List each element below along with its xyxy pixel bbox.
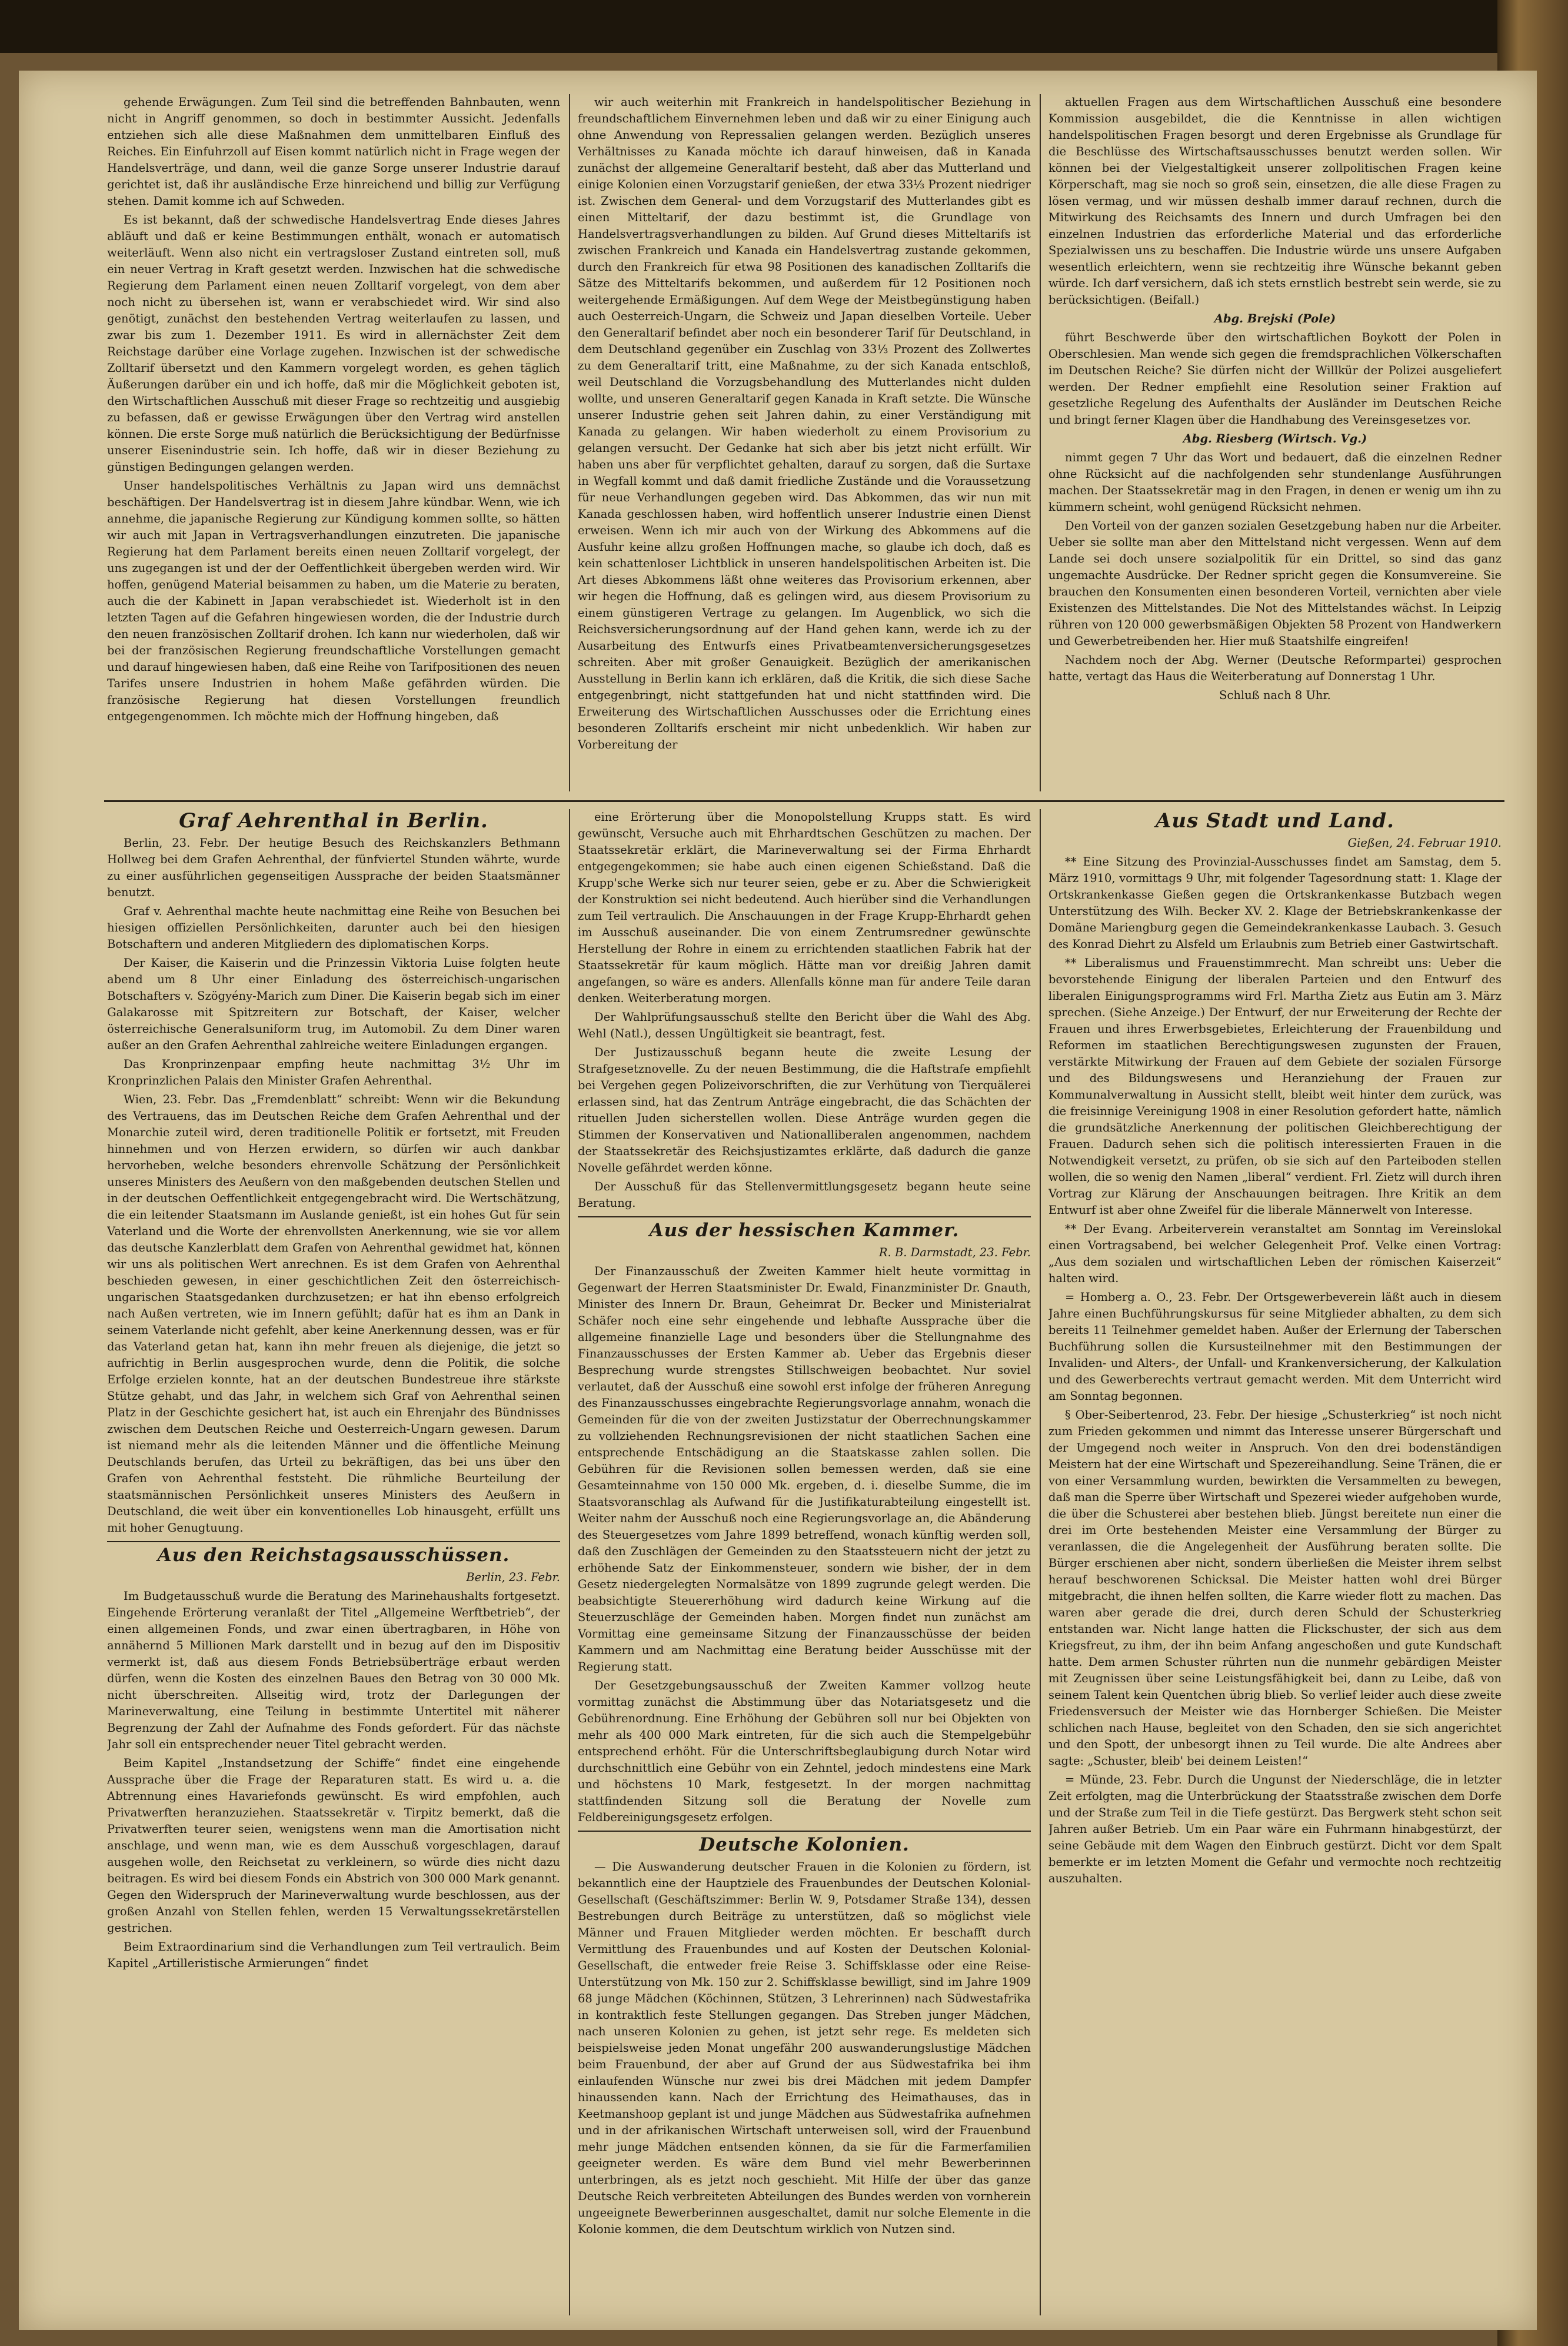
bottom-divider-1: [569, 809, 570, 2315]
bottom-column-2: [578, 809, 1031, 2315]
bottom-divider-2: [1040, 809, 1041, 2315]
top-divider-2: [1040, 94, 1041, 791]
session-end-note: Schluß nach 8 Uhr.: [1219, 688, 1331, 702]
ausschuesse-cont-paragraph: eine Erörterung über die Monopolstellung Krupps statt. Es wird gewünscht, Versuche auch mit Ehrhardtschen Geschützen zu machen. Der Staatssekretär erklärt, die Marineverwaltung sei der Firma Ehrhardt entgegengekommen; sie habe auch einen eigenen Schießstand. Daß die Krupp'sche Werke sich nur teurer seien, gebe er zu. Aber die Schwierigkeit der Konstruktion sei nicht bedeutend. Auch hierüber sind die Verhandlungen zum Teil vertraulich. Die Anschauungen in der Frage Krupp-Ehrhardt gehen im Ausschuß auseinander. Die von einem Zentrumsredner gewünschte Herstellung der Rohre in einem zu errichtenden staatlichen Fabrik hat der Staatssekretär für kaum möglich. Hätte man vor dreißig Jahren damit angefangen, so wäre es anders. Allenfalls könne man für andere Teile daran denken. Weiterberatung morgen.: [578, 810, 1031, 1005]
top-column-3: [1048, 94, 1502, 791]
section-separator: [104, 800, 1504, 802]
stadt-land-paragraph: ** Liberalismus und Frauenstimmrecht. Man schreibt uns: Ueber die bevorstehende Einigung der liberalen Parteien und den Entwurf des liberalen Einigungsprogramms wird Frl. Martha Zietz aus Eutin am 3. März sprechen. (Siehe Anzeige.) Der Entwurf, der nur Erweiterung der Rechte der Frauen und ihres Erwerbsgebietes, Erleichterung der Frauenbildung und Reformen im staatlichen Berechtigungswesen zugunsten der Frauen, verstärkte Mitwirkung der Frauen auf dem Gebiete der sozialen Fürsorge und des Bildungswesens und Heranziehung der Frauen zur Kommunalverwaltung in Aussicht stellt, bleibt weit hinter dem zurück, was die freisinnige Vereinigung 1908 in einer Resolution gefordert hatte, nämlich die grundsätzliche Anerkennung der politischen Gleichberechtigung der Frauen. Dadurch sehen sich die politisch interessierten Frauen in die Notwendigkeit versetzt, zu prüfen, ob sie sich auf den Parteiboden stellen wollen, die so wenig den Namen „liberal“ verdient. Frl. Zietz will durch ihren Vortrag zur Klärung der Anschauungen beitragen. Ihre Kritik an dem Entwurf ist aber ohne Zweifel für die liberale Männerwelt von Interesse.: [1048, 956, 1502, 1217]
ausschuesse-cont-paragraph: Der Wahlprüfungsausschuß stellte den Bericht über die Wahl des Abg. Wehl (Natl.), dessen Ungültigkeit sie beantragt, fest.: [578, 1010, 1031, 1040]
ausschuesse-cont-paragraph: Der Justizausschuß begann heute die zweite Lesung der Strafgesetznovelle. Zu der neuen Bestimmung, die die Haftstrafe empfiehlt bei Vergehen gegen Polizeivorschriften, die zur Verhütung von Tierquälerei erlassen sind, hat das Zentrum Anträge eingebracht, die das Schächten der rituellen Juden sicherstellen wollen. Diese Anträge wurden gegen die Stimmen der Konservativen und Nationalliberalen angenommen, nachdem der Staatssekretär des Reichsjustizamtes erklärte, daß dadurch die ganze Novelle gefährdet werden könne.: [578, 1046, 1031, 1174]
top-col1-paragraph: Unser handelspolitisches Verhältnis zu Japan wird uns demnächst beschäftigen. Der Handelsvertrag ist in diesem Jahre kündbar. Wenn, wie ich annehme, die japanische Regierung zur Kündigung kommen sollte, so hätten wir auch mit Japan in Vertragsverhandlungen einzutreten. Die japanische Regierung hat dem Parlament bereits einen neuen Zolltarif vorgelegt, der uns zugegangen ist und der der Oeffentlichkeit übergeben werden wird. Wir hoffen, genügend Material beisammen zu haben, um die Materie zu beraten, auch die der Kabinett in Japan verabschiedet ist. Wiederholt ist in den letzten Tagen auf die Gefahren hingewiesen worden, die der Industrie durch den neuen französischen Zolltarif drohen. Ich kann nur wiederholen, daß wir bei der französischen Regierung freundschaftliche Vorstellungen gemacht und darauf hingewiesen haben, daß eine Reihe von Tarifpositionen des neuen Tarifes unsere Industrien in hohem Maße gefährden würden. Die französische Regierung hat diesen Vorstellungen freundlich entgegengenommen. Ich möchte mich der Hoffnung hingeben, daß: [107, 479, 560, 723]
speaker-heading: Abg. Riesberg (Wirtsch. Vg.): [1183, 432, 1367, 445]
headline-deutsche-kolonien: Deutsche Kolonien.: [699, 1834, 910, 1855]
column-2-rule-a: [578, 1216, 1031, 1217]
aehrenthal-paragraph: Das Kronprinzenpaar empfing heute nachmittag 3½ Uhr im Kronprinzlichen Palais den Minister Grafen Aehrenthal.: [107, 1057, 560, 1087]
top-col1-paragraph: Es ist bekannt, daß der schwedische Handelsvertrag Ende dieses Jahres abläuft und daß er keine Bestimmungen enthält, wonach er automatisch weiterläuft. Wenn also nicht ein vertragsloser Zustand eintreten soll, muß ein neuer Vertrag in Kraft gesetzt werden. Inzwischen hat die schwedische Regierung dem Parlament einen neuen Zolltarif vorgelegt, von dem aber noch nicht zu übersehen ist, wann er verabschiedet wird. Wir sind also genötigt, zunächst den bestehenden Vertrag weiterlaufen zu lassen, und zwar bis zum 1. Dezember 1911. Es wird in allernächster Zeit dem Reichstage darüber eine Vorlage zugehen. Inzwischen ist der schwedische Zolltarif übersetzt und den Kammern vorgelegt worden, es gehen täglich Äußerungen darüber ein und ich hoffe, daß mir die Möglichkeit geboten ist, den Wirtschaftlichen Ausschuß mit dieser Frage so rechtzeitig und ausgiebig zu befassen, daß er gewisse Erwägungen über den Vertrag wird anstellen können. Die erste Sorge muß natürlich die Berücksichtigung der Bedürfnisse unserer Eisenindustrie sein. Ich hoffe, daß wir in dieser Beziehung zu günstigen Bedingungen gelangen werden.: [107, 213, 560, 474]
speaker-heading: Abg. Brejski (Pole): [1214, 312, 1336, 325]
top-col3-paragraph: Den Vorteil von der ganzen sozialen Gesetzgebung haben nur die Arbeiter. Ueber sie sollte man aber den Mittelstand nicht vergessen. Wenn auf dem Lande sei doch unsere sozialpolitik für ein Drittel, so sind das ganz ungemachte Ausdrücke. Der Redner spricht gegen die Konsumvereine. Sie brauchen den Konsumenten einen besonderen Vorteil, vernichten aber viele Existenzen des Mittelstandes. Die Not des Mittelstandes wächst. In Leipzig rühren von 120 000 gewerbsmäßigen Objekten 58 Prozent von Handwerkern und Gewerbetreibenden her. Hier muß Staatshilfe eingreifen!: [1048, 519, 1502, 648]
stadt-land-paragraph: ** Der Evang. Arbeiterverein veranstaltet am Sonntag im Vereinslokal einen Vortragsabend, bei welcher Gelegenheit Prof. Velke einen Vortrag: „Aus dem sozialen und wirtschaftlichen Leben der römischen Kaiserzeit“ halten wird.: [1048, 1222, 1502, 1285]
top-column-2: [578, 94, 1031, 791]
bottom-column-3: [1048, 809, 1502, 2315]
ausschuesse-paragraph: Beim Extraordinarium sind die Verhandlungen zum Teil vertraulich. Beim Kapitel „Artilleristische Armierungen“ findet: [107, 1940, 560, 1970]
stadt-land-paragraph: = Homberg a. O., 23. Febr. Der Ortsgewerbeverein läßt auch in diesem Jahre einen Buchführungskursus für seine Mitglieder abhalten, zu dem sich bereits 11 Teilnehmer gemeldet haben. Außer der Erlernung der Taberschen Buchführung sollen die Kursusteilnehmer mit den Bestimmungen der Invaliden- und Alters-, der Unfall- und Krankenversicherung, der Kalkulation und des Gewerberechts vertraut gemacht werden. Mit dem Unterricht wird am Sonntag begonnen.: [1048, 1290, 1502, 1403]
kolonien-paragraph: — Die Auswanderung deutscher Frauen in die Kolonien zu fördern, ist bekanntlich eine der Hauptziele des Frauenbundes der Deutschen Kolonial-Gesellschaft (Geschäftszimmer: Berlin W. 9, Potsdamer Straße 134), dessen Bestrebungen durch Beiträge zu unterstützen, daß so möglichst viele Männer und Frauen Mitglieder werden möchten. Er beschafft durch Vermittlung des Frauenbundes und auf Kosten der Deutschen Kolonial-Gesellschaft, die entweder freie Reise 3. Schiffsklasse oder eine Reise-Unterstützung von Mk. 150 zur 2. Schiffsklasse bewilligt, sind im Jahre 1909 68 junge Mädchen (Köchinnen, Stützen, 3 Lehrerinnen) nach Südwestafrika in kontraktlich feste Stellungen gegangen. Das Streben junger Mädchen, nach unseren Kolonien zu gehen, ist jetzt sehr rege. Es meldeten sich beispielsweise jeden Monat ungefähr 200 auswanderungslustige Mädchen beim Frauenbund, der aber auf Grund der aus Südwestafrika bei ihm einlaufenden Wünsche nur zwei bis drei Mädchen mit jedem Dampfer hinaussenden kann. Nach der Errichtung des Heimathauses, das in Keetmanshoop geplant ist und junge Mädchen aus Südwestafrika aufnehmen und in der afrikanischen Wirtschaft unterweisen soll, wird der Frauenbund mehr junge Mädchen entsenden können, da sie für die Farmerfamilien geeigneter werden. Es wäre dem Bund viel mehr Bewerberinnen unterbringen, als es jetzt noch geschieht. Mit Hilfe der über das ganze Deutsche Reich verbreiteten Abteilungen des Bundes werden von vornherein ungeeignete Bewerberinnen ausgeschaltet, damit nur solche Elemente in die Kolonie kommen, die dem Deutschtum wirklich von Nutzen sind.: [578, 1860, 1031, 2236]
headline-aehrenthal: Graf Aehrenthal in Berlin.: [179, 809, 488, 833]
top-col2-paragraph: wir auch weiterhin mit Frankreich in handelspolitischer Beziehung in freundschaftlichem Einvernehmen leben und daß wir zu einer Einigung auch ohne Anwendung von Repressalien gelangen werden. Bezüglich unseres Verhältnisses zu Kanada möchte ich darauf hinweisen, daß in Kanada zunächst der allgemeine Generaltarif besteht, daß aber das Mutterland und einige Kolonien einen Vorzugstarif genießen, der etwa 33⅓ Prozent niedriger ist. Zwischen dem General- und dem Vorzugstarif des Mutterlandes gibt es einen Mitteltarif, der dazu bestimmt ist, die Grundlage von Handelsvertragsverhandlungen zu bilden. Auf Grund dieses Mitteltarifs ist zwischen Frankreich und Kanada ein Handelsvertrag zustande gekommen, durch den Frankreich für etwa 98 Positionen des kanadischen Zolltarifs die Sätze des Mitteltarifs bekommen, und außerdem für 12 Positionen noch weitergehende Ermäßigungen. Auf dem Wege der Meistbegünstigung haben auch Oesterreich-Ungarn, die Schweiz und Japan dieselben Vorteile. Ueber den Generaltarif befindet aber noch ein besonderer Tarif für Deutschland, in dem Deutschland gegenüber ein Zuschlag von 33⅓ Prozent des Zollwertes zu dem Generaltarif tritt, eine Maßnahme, zu der sich Kanada entschloß, weil Deutschland die Vorzugsbehandlung des Mutterlandes nicht dulden wollte, und unseren Generaltarif gegen Kanada in Kraft setzte. Die Wünsche unserer Industrie gehen seit Jahren dahin, zu einer Verständigung mit Kanada zu gelangen. Wir haben wiederholt zu einem Provisorium zu gelangen versucht. Der Gedanke hat sich aber bis jetzt nicht erfüllt. Wir haben uns aber für verpflichtet gehalten, darauf zu sorgen, daß die Surtaxe in Wegfall kommt und daß damit friedliche Zustände und die Voraussetzung für neue Verhandlungen gegeben wird. Das Abkommen, das wir nun mit Kanada geschlossen haben, wird hoffentlich unserer Industrie einen Dienst erweisen. Wenn ich mir auch von der Wirkung des Abkommens auf die Ausfuhr keine allzu großen Hoffnungen mache, so glaube ich doch, daß es kein schattenloser Lichtblick in unseren handelspolitischen Arbeiten ist. Die Art dieses Abkommens läßt ohne weiteres das Provisorium erkennen, aber wir hegen die Hoffnung, daß es gelingen wird, aus diesem Provisorium zu einem günstigeren Vertrage zu gelangen. Im Augenblick, wo sich die Reichsversicherungsordnung auf der Hand gehen kann, werde ich zu der Ausarbeitung des Entwurfs eines Privatbeamtenversicherungsgesetzes schreiten. Aber mit großer Genauigkeit. Bezüglich der amerikanischen Ausstellung in Berlin kann ich erklären, daß die Kritik, die sich diese Sache entgegenbringt, nicht stattgefunden hat und nicht stattfinden wird. Die Erweiterung des Wirtschaftlichen Ausschusses oder die Errichtung eines besonderen Zolltarifs erscheint mir nicht unbedenklich. Wir haben zur Vorbereitung der: [578, 95, 1031, 751]
column-2-rule-b: [578, 1831, 1031, 1832]
dateline-darmstadt: R. B. Darmstadt, 23. Febr.: [878, 1246, 1031, 1259]
stadt-land-paragraph: § Ober-Seibertenrod, 23. Febr. Der hiesige „Schusterkrieg“ ist noch nicht zum Frieden gekommen und nimmt das Interesse unserer Bürgerschaft und der Umgegend noch weiter in Anspruch. Von den drei bodenständigen Meistern hat der eine Wirtschaft und Spezereihandlung. Seine Tränen, die er von einer Versammlung wurden, bewirkten die Versammelten zu bewegen, daß man die Sperre über Wirtschaft und Spezerei wieder aufgehoben wurde, die über die Schusterei aber bestehen blieb. Jüngst bereitete nun einer die drei im Orte bestehenden Meister eine Versammlung der Bürger zu veranlassen, die die Angelegenheit der Ausführung beraten sollte. Die Bürger erschienen aber nicht, sondern überließen die Meister ihrem selbst herauf beschworenen Schicksal. Die Meister hatten wohl drei Bürger mitgebracht, die ihnen helfen sollten, die Karre wieder flott zu machen. Das waren aber gerade die drei, durch deren Schuld der Schusterkrieg entstanden war. Nicht lange hatten die Flickschuster, der sich aus dem Kriegsfreut, zu ihm, der ihn beim Anfang angeschoßen und gute Kundschaft hatte. Dem armen Schuster rührten nun die nunmehr gebärdigen Meister mit Zeugnissen über seine Leistungsfähigkeit bei, dann zu Leibe, daß von seinem Talent kein Quentchen übrig blieb. So verlief leider auch diese zweite Friedensversuch der Meister wie das Hornberger Schießen. Die Meister schlichen nach Hause, begleitet von den Schaden, den sie sich angerichtet und den Spott, der unbesorgt ihnen zu Teil wurde. Die alte Andrees aber sagte: „Schuster, bleib' bei deinem Leisten!“: [1048, 1408, 1502, 1768]
headline-reichstagsausschuesse: Aus den Reichstagsausschüssen.: [157, 1545, 510, 1566]
stadt-land-paragraph: ** Eine Sitzung des Provinzial-Ausschusses findet am Samstag, dem 5. März 1910, vormittags 9 Uhr, mit folgender Tagesordnung statt: 1. Klage der Ortskrankenkasse Gießen gegen die Ortskrankenkasse Butzbach wegen Unterstützung des Wilh. Becker XV. 2. Klage der Betriebskrankenkasse der Domäne Mariengburg gegen die Gemeindekrankenkasse Laubach. 3. Gesuch des Konrad Diehrt zu Alsfeld um Erlaubnis zum Betrieb einer Gastwirtschaft.: [1048, 855, 1502, 951]
headline-hessische-kammer: Aus der hessischen Kammer.: [649, 1220, 960, 1241]
newspaper-page: [19, 71, 1537, 2330]
top-col3-paragraph: Nachdem noch der Abg. Werner (Deutsche Reformpartei) gesprochen hatte, vertagt das Haus die Weiterberatung auf Donnerstag 1 Uhr.: [1048, 653, 1502, 683]
top-col3-paragraph: nimmt gegen 7 Uhr das Wort und bedauert, daß die einzelnen Redner ohne Rücksicht auf die nachfolgenden sehr stundenlange Ausführungen machen. Der Staatssekretär mag in den Fragen, in denen er wenig um ihn zu kümmern scheint, wohl genügend Rücksicht nehmen.: [1048, 451, 1502, 514]
headline-stadt-und-land: Aus Stadt und Land.: [1156, 809, 1394, 833]
aehrenthal-paragraph: Berlin, 23. Febr. Der heutige Besuch des Reichskanzlers Bethmann Hollweg bei dem Grafen Aehrenthal, der fünfviertel Stunden währte, wurde zu einer ausführlichen gegenseitigen Aussprache der beiden Staatsmänner benutzt.: [107, 836, 560, 899]
bottom-column-1: [107, 809, 560, 2315]
ausschuesse-cont-paragraph: Der Ausschuß für das Stellenvermittlungsgesetz begann heute seine Beratung.: [578, 1180, 1031, 1210]
stadt-land-paragraph: = Münde, 23. Febr. Durch die Ungunst der Niederschläge, die in letzter Zeit erfolgten, mag die Unterbrückung der Staatsstraße zwischen dem Dorfe und der Straße zum Teil in die Tiefe gestürzt. Das Bergwerk steht schon seit Jahren außer Betrieb. Um ein Paar wäre ein Fuhrmann hinabgestürzt, der seine Gebäude mit dem Wagen den Einbruch gestürzt. Dicht vor dem Spalt bemerkte er im letzten Moment die Gefahr und vermochte noch rechtzeitig auszuhalten.: [1048, 1773, 1502, 1885]
column-1-rule: [107, 1541, 560, 1542]
dateline-berlin: Berlin, 23. Febr.: [466, 1570, 560, 1584]
top-dark-border: [0, 0, 1568, 53]
top-col3-paragraph: führt Beschwerde über den wirtschaftlichen Boykott der Polen in Oberschlesien. Man wende sich gegen die fremdsprachlichen Völkerschaften im Deutschen Reiche? Sie dürfen nicht der Willkür der Polizei ausgeliefert werden. Der Redner empfiehlt eine Resolution seiner Fraktion auf gesetzliche Regelung des Aufenthalts der Ausländer im Deutschen Reiche und bringt ferner Klagen über die Handhabung des Vereinsgesetzes vor.: [1048, 331, 1502, 427]
aehrenthal-paragraph: Graf v. Aehrenthal machte heute nachmittag eine Reihe von Besuchen bei hiesigen offiziellen Persönlichkeiten, darunter auch bei den hiesigen Botschaftern und anderen Mitgliedern des diplomatischen Korps.: [107, 904, 560, 951]
aehrenthal-paragraph: Der Kaiser, die Kaiserin und die Prinzessin Viktoria Luise folgten heute abend um 8 Uhr einer Einladung des österreichisch-ungarischen Botschafters v. Szögyény-Marich zum Diner. Die Kaiserin begab sich im einer Galakarosse mit Spitzreitern zur Botschaft, der Kaiser, welcher österreichische Generalsuniform trug, im Automobil. Zu dem Diner waren außer an den Grafen Aehrenthal zahlreiche weitere Einladungen ergangen.: [107, 956, 560, 1052]
hessische-kammer-paragraph: Der Finanzausschuß der Zweiten Kammer hielt heute vormittag in Gegenwart der Herren Staatsminister Dr. Ewald, Finanzminister Dr. Gnauth, Minister des Innern Dr. Braun, Geheimrat Dr. Becker und Ministerialrat Schäfer noch eine sehr eingehende und lebhafte Aussprache über die allgemeine finanzielle Lage und besonders über die Stellungnahme des Finanzausschusses der Ersten Kammer ab. Ueber das Ergebnis dieser Besprechung wurde strengstes Stillschweigen beobachtet. Nur soviel verlautet, daß der Ausschuß eine sowohl erst infolge der früheren Anregung des Finanzausschusses eingebrachte Regierungsvorlage annahm, wonach die Gemeinden für die von der zweiten Justizstatur der Oberrechnungskammer zu vollziehenden Rechnungsrevisionen der nicht staatlichen Sachen eine entsprechende Entschädigung an die Staatskasse zahlen sollen. Die Gebühren für die Revisionen sollen bemessen werden, daß sie eine Gesamteinnahme von 150 000 Mk. ergeben, d. i. dieselbe Summe, die im Staatsvoranschlag als Aufwand für die Justifikaturabteilung eingestellt ist. Weiter nahm der Ausschuß noch eine Regierungsvorlage an, die Abänderung des Steuergesetzes vom Jahre 1899 betreffend, wonach künftig werden soll, daß den Zuschlägen der Gemeinden zu den Staatssteuern nicht der jetzt zu erhöhende Satz der Einkommensteuer, sondern wie bisher, der in dem Gesetz niedergelegten Normalsätze von 1899 zugrunde gelegt werden. Die beabsichtigte Steuererhöhung wird dadurch keine Wirkung auf die Steuerzuschläge der Gemeinden haben. Morgen findet nun zunächst am Vormittag eine gemeinsame Sitzung der Finanzausschüsse der beiden Kammern und am Nachmittag eine Beratung beider Ausschüsse mit der Regierung statt.: [578, 1264, 1031, 1673]
hessische-kammer-paragraph: Der Gesetzgebungsausschuß der Zweiten Kammer vollzog heute vormittag zunächst die Abstimmung über das Notariatsgesetz und die Gebührenordnung. Eine Erhöhung der Gebühren soll nur bei Objekten von mehr als 400 000 Mark eintreten, für die sich auch die Stempelgebühr entsprechend erhöht. Für die Unterschriftsbeglaubigung durch Notar wird durchschnittlich eine Gebühr von ein Zehntel, jedoch mindestens eine Mark und höchstens 10 Mark, festgesetzt. In der morgen nachmittag stattfindenden Sitzung soll die Beratung der Novelle zum Feldbereinigungsgesetz erfolgen.: [578, 1679, 1031, 1824]
top-col1-paragraph: gehende Erwägungen. Zum Teil sind die betreffenden Bahnbauten, wenn nicht in Angriff genommen, so doch in bestimmter Aussicht. Jedenfalls entziehen sich alle diese Maßnahmen dem unmittelbaren Einfluß des Reiches. Ein Einfuhrzoll auf Eisen kommt natürlich nicht in Frage wegen der Handelsverträge, und dann, weil die ganze Sorge unserer Industrie darauf gerichtet ist, daß ihr ausländische Erze hinreichend und billig zur Verfügung stehen. Damit komme ich auf Schweden.: [107, 95, 560, 208]
top-divider-1: [569, 94, 570, 791]
ausschuesse-paragraph: Im Budgetausschuß wurde die Beratung des Marinehaushalts fortgesetzt. Eingehende Erörterung veranlaßt der Titel „Allgemeine Werftbetrieb“, der einen allgemeinen Fonds, und zwar einen übertragbaren, in Höhe von annähernd 5 Millionen Mark darstellt und in bezug auf den im Dispositiv vermerkt ist, daß aus diesem Fonds Betriebsüberträge erbaut werden dürfen, wenn die Kosten des einzelnen Baues den Betrag von 30 000 Mk. nicht überschreiten. Allseitig wird, trotz der Darlegungen der Marineverwaltung, eine Teilung in bestimmte Untertitel mit näherer Begrenzung der Zahl der Aufnahme des Fonds gefordert. Für das nächste Jahr soll ein entsprechender neuer Titel gebracht werden.: [107, 1589, 560, 1751]
top-column-1: [107, 94, 560, 791]
aehrenthal-paragraph: Wien, 23. Febr. Das „Fremdenblatt“ schreibt: Wenn wir die Bekundung des Vertrauens, das im Deutschen Reiche dem Grafen Aehrenthal und der Monarchie zuteil wird, deren traditionelle Politik er fortsetzt, mit Freuden hinnehmen und von Herzen erwidern, so dürfen wir auch dankbar hervorheben, welche besonders ehrenvolle Schätzung der Persönlichkeit unseres Ministers des Aeußern von den maßgebenden deutschen Stellen und in der deutschen Oeffentlichkeit entgegengebracht wird. Die Wertschätzung, die ein leitender Staatsmann im Auslande genießt, ist ein hohes Gut für sein Vaterland und die Worte der ehrenvollsten Anerkennung, wie sie vor allem das deutsche Kanzlerblatt dem Grafen von Aehrenthal gewidmet hat, können wir uns als politischen Wert anrechnen. Es ist dem Grafen von Aehrenthal beschieden gewesen, in einer geschichtlichen Zeit den österreichisch-ungarischen Staatsgedanken durchzusetzen; er hat ihn ebenso erfolgreich nach Außen vertreten, wie im Innern gefühlt; dafür hat es ihm an Dank in seinem Vaterlande nicht gefehlt, aber keine Anerkennung dessen, was er für das Vaterland getan hat, kann ihn mehr freuen als diejenige, die jetzt so aufrichtig in Berlin ausgesprochen wurde, denn die Politik, die solche Erfolge erzielen konnte, hat an der deutschen Bundestreue ihre stärkste Stütze gehabt, und das Jahr, in welchem sich Graf von Aehrenthal seinen Platz in der Geschichte gesichert hat, ist auch ein Ehrenjahr des Bündnisses zwischen dem Deutschen Reiche und Oesterreich-Ungarn gewesen. Darum ist niemand mehr als die leitenden Männer und die öffentliche Meinung Deutschlands berufen, das Urteil zu bekräftigen, das bei uns über den Grafen von Aehrenthal feststeht. Die rühmliche Beurteilung der staatsmännischen Persönlichkeit unseres Ministers des Aeußern in Deutschland, die weit über ein konventionelles Lob hinausgeht, erfüllt uns mit hoher Genugtuung.: [107, 1093, 560, 1535]
dateline-giessen: Gießen, 24. Februar 1910.: [1347, 836, 1502, 850]
top-col3-paragraph: aktuellen Fragen aus dem Wirtschaftlichen Ausschuß eine besondere Kommission ausgebildet, die die Kenntnisse in allen wichtigen handelspolitischen Fragen besorgt und deren Ergebnisse als Grundlage für die Beschlüsse des Wirtschaftsausschusses benutzt werden sollen. Wir können bei der Vielgestaltigkeit unserer zollpolitischen Fragen keine Körperschaft, mag sie noch so groß sein, einsetzen, die alle diese Fragen zu lösen vermag, und wir müssen deshalb immer darauf rechnen, durch die Mitwirkung des Reichsamts des Innern und durch Umfragen bei den einzelnen Industrien das erforderliche Material und das erforderliche Spezialwissen uns zu beschaffen. Die Industrie würde uns unsere Aufgaben wesentlich erleichtern, wenn sie rechtzeitig ihre Wünsche bekannt geben würde. Ich darf versichern, daß ich stets ernstlich bestrebt sein werde, sie zu berücksichtigen. (Beifall.): [1048, 95, 1502, 307]
ausschuesse-paragraph: Beim Kapitel „Instandsetzung der Schiffe“ findet eine eingehende Aussprache über die Frage der Reparaturen statt. Es wird u. a. die Abtrennung eines Havariefonds gewünscht. Es wird empfohlen, auch Privatwerften heranzuziehen. Staatssekretär v. Tirpitz bemerkt, daß die Privatwerften teurer seien, wenigstens wenn man die Amortisation nicht anschlage, und wenn man, wie es dem Ausschuß vorgeschlagen, darauf ausgehen wolle, den Reichsetat zu verkleinern, so würde dies nicht dazu beitragen. Es wird bei diesem Fonds ein Abstrich von 300 000 Mark genannt. Gegen den Widerspruch der Marineverwaltung wurde beschlossen, aus der großen Anzahl von Stellen fehlen, werden 15 Verwaltungssekretärstellen gestrichen.: [107, 1756, 560, 1935]
